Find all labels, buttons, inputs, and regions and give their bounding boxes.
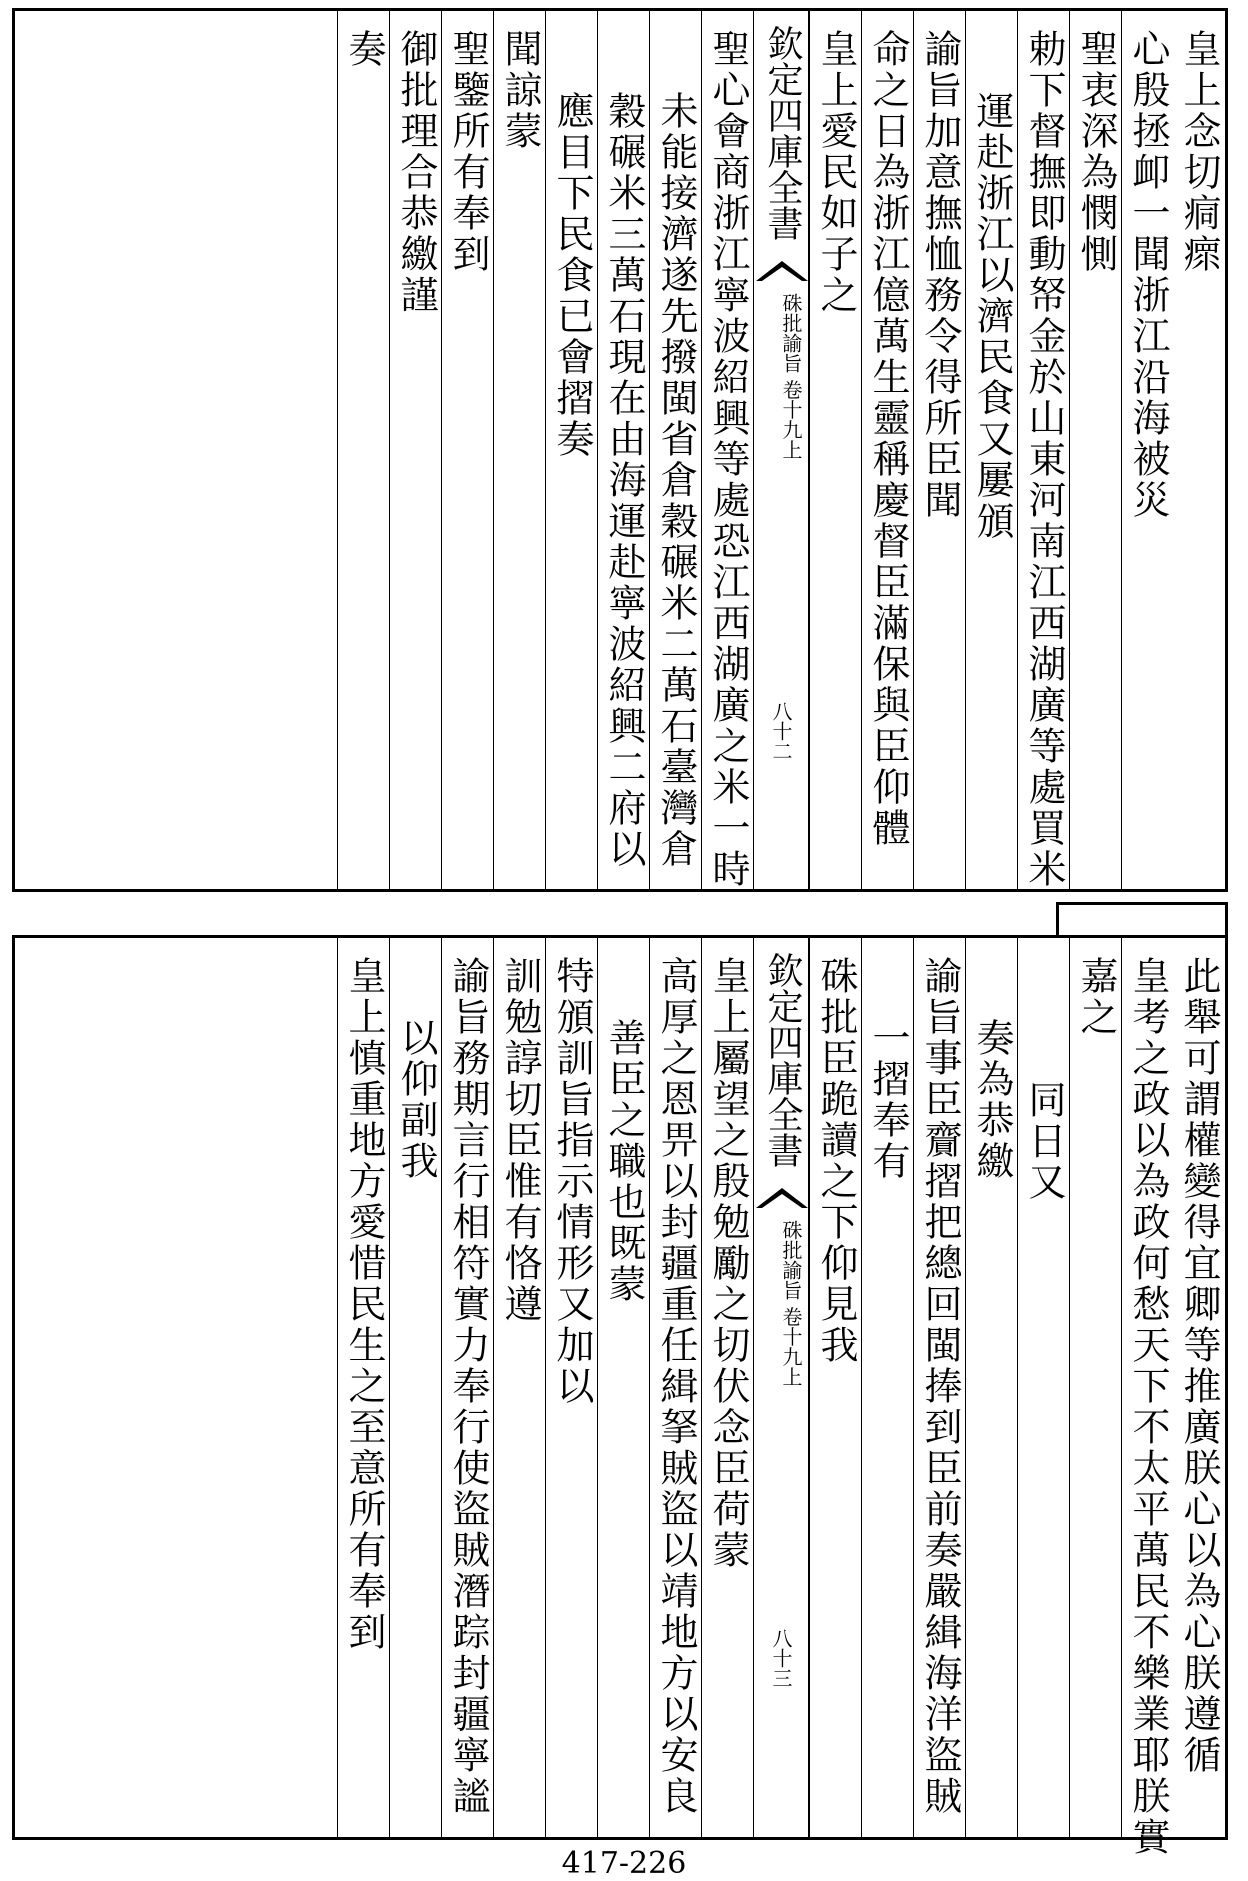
column-text: 應目下民食已會摺奏 xyxy=(550,91,594,460)
column-text: 同日又 xyxy=(1022,1080,1066,1203)
column-text: 聖心會商浙江寧波紹興等處恐江西湖廣之米一時 xyxy=(706,29,750,890)
text-column xyxy=(861,938,913,1837)
text-column xyxy=(1017,11,1069,889)
text-column xyxy=(1069,11,1121,889)
column-text: 皇上念切痌瘝 xyxy=(1177,29,1221,275)
column-text: 訓勉諄切臣惟有恪遵 xyxy=(498,956,542,1325)
column-text: 聞諒蒙 xyxy=(498,29,542,152)
column-text: 硃批臣跪讀之下仰見我 xyxy=(814,956,858,1366)
text-column xyxy=(597,938,649,1837)
text-column xyxy=(809,11,861,889)
text-column xyxy=(337,11,389,889)
column-text: 御批理合恭繳謹 xyxy=(394,29,438,316)
text-column xyxy=(965,11,1017,889)
column-text: 奏為恭繳 xyxy=(970,1018,1014,1182)
text-column xyxy=(701,11,753,889)
text-column xyxy=(861,11,913,889)
column-text: 勅下督撫即動帑金於山東河南江西湖廣等處買米 xyxy=(1022,29,1066,890)
text-column xyxy=(649,938,701,1837)
text-column xyxy=(1069,938,1121,1837)
text-column xyxy=(493,11,545,889)
column-text: 特頒訓旨指示情形又加以 xyxy=(550,956,594,1407)
text-column xyxy=(1017,938,1069,1837)
column-text: 皇上屬望之殷勉勵之切伏念臣荷蒙 xyxy=(706,956,750,1571)
column-text: 一摺奉有 xyxy=(866,1018,910,1182)
text-column xyxy=(1121,938,1173,1858)
text-column xyxy=(965,938,1017,1837)
column-text: 聖鑒所有奉到 xyxy=(446,29,490,275)
gutter-folio: 八十三 xyxy=(769,1628,793,1688)
gutter-volume: 硃批諭旨 卷十九上 xyxy=(779,293,803,460)
text-column xyxy=(441,938,493,1837)
column-text: 此舉可謂權變得宜卿等推廣朕心以為心朕遵循 xyxy=(1177,956,1221,1776)
text-column xyxy=(809,938,861,1837)
column-text: 嘉之 xyxy=(1074,956,1118,1038)
column-text: 奏 xyxy=(342,29,386,70)
text-column xyxy=(337,938,389,1837)
text-column xyxy=(597,11,649,889)
text-column xyxy=(389,11,441,889)
text-column xyxy=(913,11,965,889)
column-text: 諭旨務期言行相符實力奉行使盜賊潛踪封疆寧謐 xyxy=(446,956,490,1817)
column-text: 聖衷深為憫惻 xyxy=(1074,29,1118,275)
text-column xyxy=(701,938,753,1837)
fish-tail-mark-icon xyxy=(756,259,808,281)
column-text: 以仰副我 xyxy=(394,1018,438,1182)
column-text: 未能接濟遂先撥閩省倉穀碾米二萬石臺灣倉 xyxy=(654,91,698,870)
text-column xyxy=(1173,938,1225,1837)
column-text: 運赴浙江以濟民食又屢頒 xyxy=(970,91,1014,542)
text-column xyxy=(545,11,597,889)
text-column xyxy=(913,938,965,1837)
column-text: 穀碾米三萬石現在由海運赴寧波紹興二府以 xyxy=(602,91,646,870)
column-text: 諭旨事臣齎摺把總回閩捧到臣前奏嚴緝海洋盜賊 xyxy=(918,956,962,1817)
column-text: 皇考之政以為政何愁天下不太平萬民不樂業耶朕實 xyxy=(1126,956,1170,1858)
column-text: 命之日為浙江億萬生靈稱慶督臣滿保與臣仰體 xyxy=(866,29,910,849)
gutter-folio: 八十二 xyxy=(769,701,793,761)
column-text: 心殷拯卹一聞浙江沿海被災 xyxy=(1126,29,1170,521)
top-page-panel xyxy=(12,8,1228,892)
gutter-title: 欽定四庫全書 xyxy=(762,952,803,1168)
text-column xyxy=(389,938,441,1837)
column-text: 皇上慎重地方愛惜民生之至意所有奉到 xyxy=(342,956,386,1653)
column-text: 高厚之恩畀以封疆重任緝拏賊盜以靖地方以安良 xyxy=(654,956,698,1817)
text-column xyxy=(545,938,597,1837)
text-column xyxy=(1173,11,1225,889)
gutter-volume: 硃批諭旨 卷十九上 xyxy=(779,1220,803,1387)
text-column xyxy=(493,938,545,1837)
text-column xyxy=(1121,11,1173,889)
center-gutter xyxy=(753,11,809,889)
raised-header-tab xyxy=(1056,902,1228,938)
center-gutter xyxy=(753,938,809,1837)
bottom-page-panel xyxy=(12,935,1228,1858)
text-column xyxy=(649,11,701,889)
page-number: 417-226 xyxy=(561,1846,687,1881)
gutter-title: 欽定四庫全書 xyxy=(762,25,803,241)
column-text: 善臣之職也既蒙 xyxy=(602,1018,646,1305)
text-column xyxy=(441,11,493,889)
column-text: 諭旨加意撫恤務令得所臣聞 xyxy=(918,29,962,521)
fish-tail-mark-icon xyxy=(756,1186,808,1208)
column-text: 皇上愛民如子之 xyxy=(814,29,858,316)
